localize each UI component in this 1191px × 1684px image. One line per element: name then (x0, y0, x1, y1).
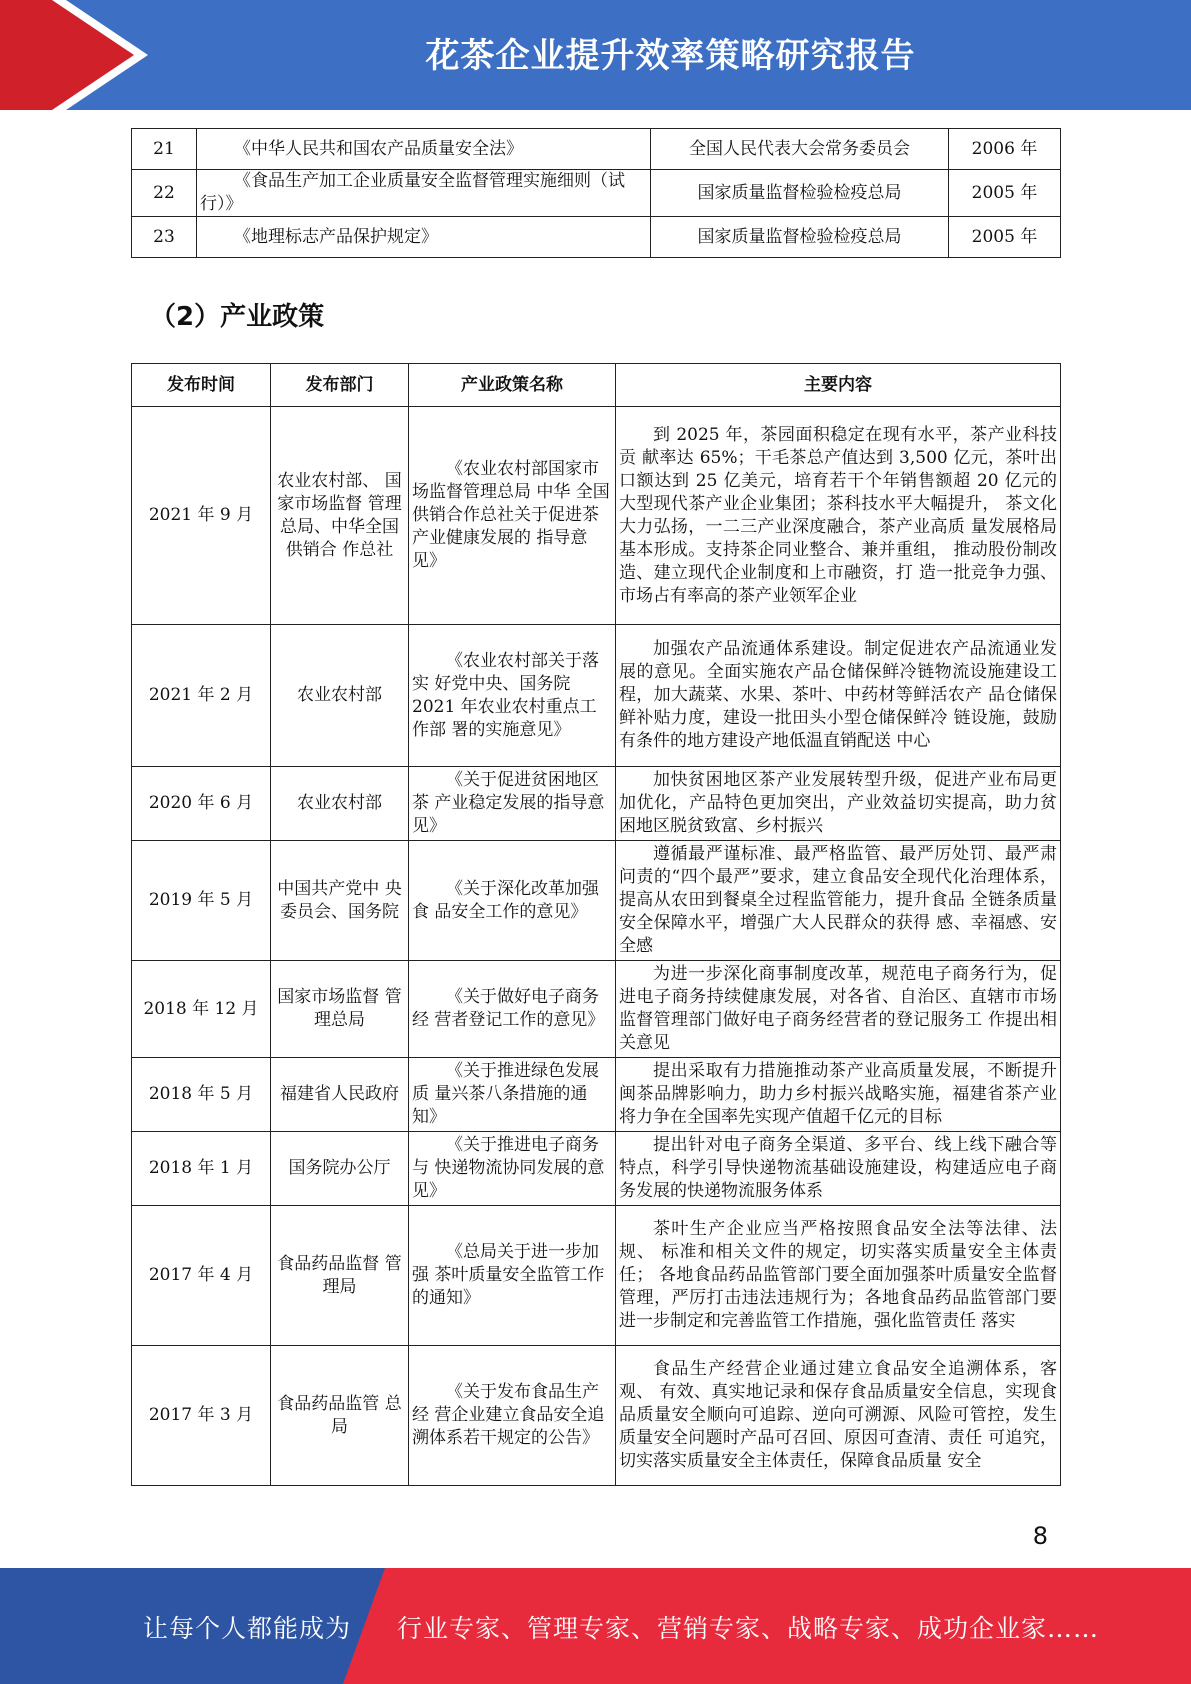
report-title: 花茶企业提升效率策略研究报告 (425, 36, 916, 76)
policy-department: 食品药品监督 管理局 (271, 1206, 409, 1346)
policy-department: 食品药品监管 总局 (271, 1346, 409, 1486)
policy-content: 提出采取有力措施推动茶产业高质量发展，不断提升 闽茶品牌影响力，助力乡村振兴战略实施，福建省茶产业将力争在全国率先实现产值超千亿元的目标 (616, 1058, 1061, 1132)
policy-department: 农业农村部、 国家市场监督 管理总局、中华全国供销合 作总社 (271, 407, 409, 625)
policy-content: 加强农产品流通体系建设。制定促进农产品流通业发 展的意见。全面实施农产品仓储保鲜冷链物流设施建设工程，加大蔬菜、水果、茶叶、中药材等鲜活农产 品仓储保鲜补贴力度，建设一批田头小型仓储保鲜冷 链设施，鼓励有条件的地方建设产地低温直销配送 中心 (616, 625, 1061, 767)
table-row (132, 767, 1061, 841)
header-date: 发布时间 (132, 364, 271, 407)
policy-date: 2021 年 9 月 (132, 407, 271, 625)
law-department: 全国人民代表大会常务委员会 (651, 129, 949, 170)
policy-date: 2017 年 3 月 (132, 1346, 271, 1486)
policy-content: 食品生产经营企业通过建立食品安全追溯体系，客观、 有效、真实地记录和保存食品质量安全信息，实现食 品质量安全顺向可追踪、逆向可溯源、风险可管控，发生质量安全问题时产品可召回、原因可查清、责任 可追究，切实落实质量安全主体责任，保障食品质量 安全 (616, 1346, 1061, 1486)
law-department: 国家质量监督检验检疫总局 (651, 170, 949, 217)
table-row (132, 625, 1061, 767)
law-name: 《地理标志产品保护规定》 (197, 217, 651, 258)
table-row (132, 1206, 1061, 1346)
policy-name: 《关于推进绿色发展质 量兴茶八条措施的通知》 (409, 1058, 616, 1132)
row-number: 21 (132, 129, 197, 170)
footer-slogan-left: 让每个人都能成为 (143, 1614, 352, 1643)
table-row (132, 961, 1061, 1058)
policy-date: 2021 年 2 月 (132, 625, 271, 767)
row-number: 23 (132, 217, 197, 258)
policy-date: 2018 年 12 月 (132, 961, 271, 1058)
policy-content: 到 2025 年，茶园面积稳定在现有水平，茶产业科技贡 献率达 65%；干毛茶总产值达到 3,500 亿元，茶叶出口额达到 25 亿美元，培育若干个年销售额超 20 亿元的大型现代茶产业企业集团；茶科技水平大幅提升， 茶文化大力弘扬，一二三产业深度融合，茶产业高质 量发展格局基本形成。支持茶企同业整合、兼并重组， 推动股份制改造、建立现代企业制度和上市融资，打 造一批竞争力强、市场占有率高的茶产业领军企业 (616, 407, 1061, 625)
policy-content: 加快贫困地区茶产业发展转型升级，促进产业布局更 加优化，产品特色更加突出，产业效益切实提高，助力贫困地区脱贫致富、乡村振兴 (616, 767, 1061, 841)
law-name: 《中华人民共和国农产品质量安全法》 (197, 129, 651, 170)
table-row (132, 170, 1061, 217)
header-banner (0, 0, 1191, 110)
footer-banner (0, 1568, 1191, 1684)
footer-slogan-right: 行业专家、管理专家、营销专家、战略专家、成功企业家…… (397, 1614, 1100, 1643)
policy-date: 2019 年 5 月 (132, 841, 271, 961)
policy-name: 《关于深化改革加强食 品安全工作的意见》 (409, 841, 616, 961)
policy-department: 国务院办公厅 (271, 1132, 409, 1206)
table-row (132, 129, 1061, 170)
policy-content: 茶叶生产企业应当严格按照食品安全法等法律、法规、 标准和相关文件的规定，切实落实质量安全主体责任； 各地食品药品监管部门要全面加强茶叶质量安全监督 管理，严厉打击违法违规行为；各地食品药品监管部门要进一步制定和完善监管工作措施，强化监管责任 落实 (616, 1206, 1061, 1346)
table-row (132, 1346, 1061, 1486)
policy-content: 提出针对电子商务全渠道、多平台、线上线下融合等 特点，科学引导快递物流基础设施建设，构建适应电子商务发展的快递物流服务体系 (616, 1132, 1061, 1206)
table-row (132, 1132, 1061, 1206)
policy-name: 《关于推进电子商务与 快递物流协同发展的意 见》 (409, 1132, 616, 1206)
policy-name: 《关于发布食品生产经 营企业建立食品安全追 溯体系若干规定的公告》 (409, 1346, 616, 1486)
policy-content: 遵循最严谨标准、最严格监管、最严厉处罚、最严肃 问责的“四个最严”要求，建立食品安全现代化治理体系，提高从农田到餐桌全过程监管能力，提升食品 全链条质量安全保障水平，增强广大人民群众的获得 感、幸福感、安全感 (616, 841, 1061, 961)
header-policy-name: 产业政策名称 (409, 364, 616, 407)
policy-department: 福建省人民政府 (271, 1058, 409, 1132)
policy-department: 农业农村部 (271, 767, 409, 841)
policy-name: 《总局关于进一步加强 茶叶质量安全监管工作 的通知》 (409, 1206, 616, 1346)
policy-department: 中国共产党中 央委员会、国务院 (271, 841, 409, 961)
section-heading: （2）产业政策 (150, 302, 325, 332)
policy-name: 《关于促进贫困地区茶 产业稳定发展的指导意 见》 (409, 767, 616, 841)
policy-name: 《农业农村部关于落实 好党中央、国务院 2021 年农业农村重点工作部 署的实施意见》 (409, 625, 616, 767)
row-number: 22 (132, 170, 197, 217)
law-year: 2005 年 (949, 170, 1061, 217)
header-content: 主要内容 (616, 364, 1061, 407)
law-table (131, 128, 1061, 258)
policy-date: 2018 年 5 月 (132, 1058, 271, 1132)
policy-department: 国家市场监督 管理总局 (271, 961, 409, 1058)
law-year: 2006 年 (949, 129, 1061, 170)
policy-content: 为进一步深化商事制度改革，规范电子商务行为，促 进电子商务持续健康发展，对各省、自治区、直辖市市场监督管理部门做好电子商务经营者的登记服务工 作提出相关意见 (616, 961, 1061, 1058)
header-department: 发布部门 (271, 364, 409, 407)
table-header-row (132, 364, 1061, 407)
law-name: 《食品生产加工企业质量安全监督管理实施细则（试行）》 (197, 170, 651, 217)
policy-date: 2020 年 6 月 (132, 767, 271, 841)
policy-date: 2017 年 4 月 (132, 1206, 271, 1346)
table-row (132, 217, 1061, 258)
table-row (132, 841, 1061, 961)
policy-table (131, 363, 1061, 1486)
policy-name: 《农业农村部国家市场监督管理总局 中华 全国供销合作总社关于促进茶产业健康发展的 指导意见》 (409, 407, 616, 625)
policy-date: 2018 年 1 月 (132, 1132, 271, 1206)
page-number: 8 (1032, 1522, 1048, 1550)
table-row (132, 1058, 1061, 1132)
policy-name: 《关于做好电子商务经 营者登记工作的意见》 (409, 961, 616, 1058)
law-department: 国家质量监督检验检疫总局 (651, 217, 949, 258)
law-year: 2005 年 (949, 217, 1061, 258)
policy-department: 农业农村部 (271, 625, 409, 767)
table-row (132, 407, 1061, 625)
